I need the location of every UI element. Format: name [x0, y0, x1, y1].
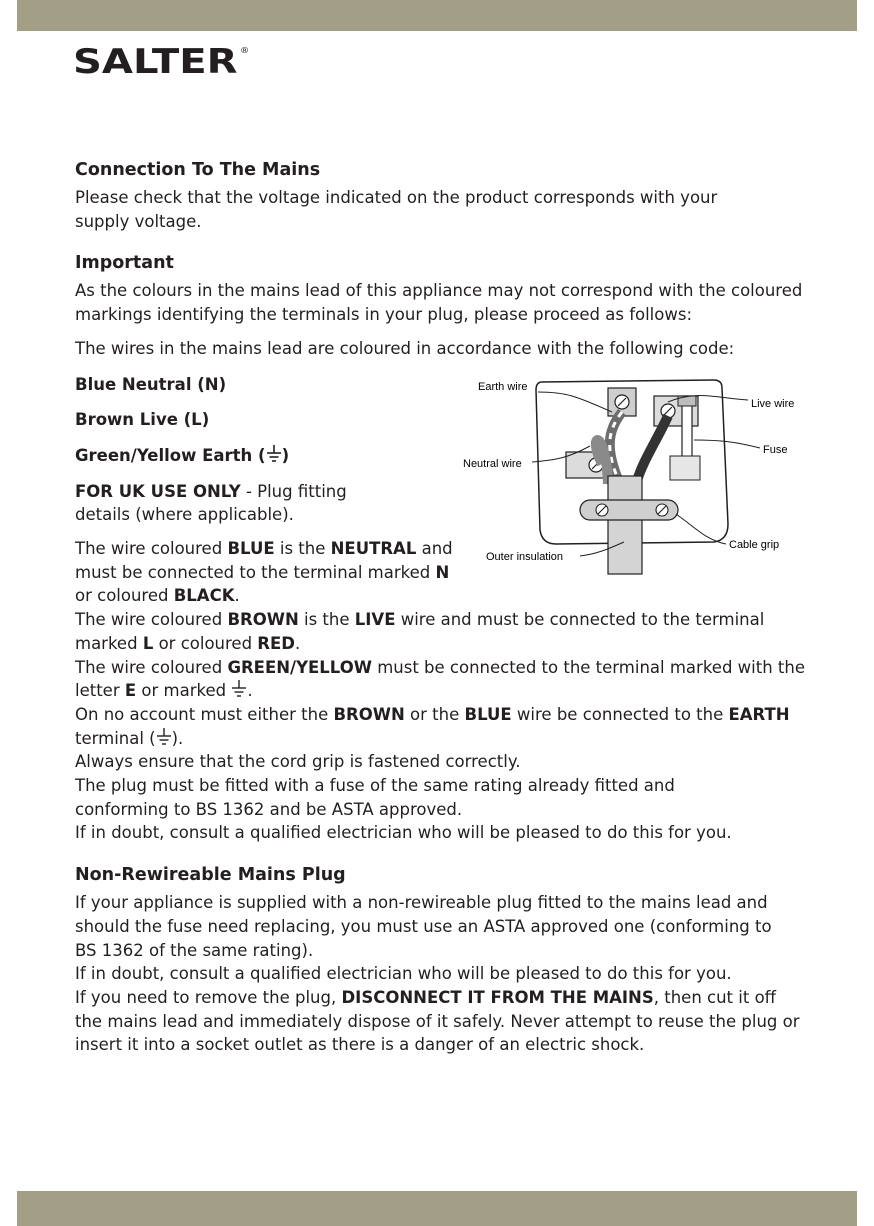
text-bold: N [435, 562, 450, 582]
text-bold: L [142, 633, 154, 653]
text: wire and must be connected to the terminal marked [75, 610, 765, 653]
label-neutral-wire: Neutral wire [463, 458, 522, 470]
plug-diagram-svg [456, 372, 806, 578]
para-code: The wires in the mains lead are coloured in accordance with the following code: [75, 338, 735, 358]
logo-text: SALTER [73, 42, 238, 82]
text: , then cut it off the mains lead and immediately dispose of it safely. Never attempt to reuse the plug or insert it into a socket outlet as there is a danger of an electric shock. [75, 987, 800, 1055]
text: or marked [136, 681, 232, 701]
text: . [234, 586, 240, 606]
heading-connection: Connection To The Mains [75, 160, 321, 180]
text: . [247, 681, 253, 701]
text: The wire coloured [75, 539, 228, 559]
label-outer-insulation: Outer insulation [486, 551, 564, 563]
code-green [75, 444, 455, 468]
top-band [17, 0, 857, 31]
text-bold: BLACK [173, 586, 235, 606]
para-colours: As the colours in the mains lead of this appliance may not correspond with the coloured markings identifying the terminals in your plug, please proceed as follows: [75, 281, 803, 325]
text: is the [274, 539, 331, 559]
para-brown-wire [75, 608, 805, 655]
salter-logo [73, 42, 250, 82]
plug-wiring-diagram [456, 372, 806, 578]
label-live-wire: Live wire [751, 398, 795, 410]
text: must be connected to the terminal marked with the letter [75, 657, 805, 701]
para-uk-only [75, 480, 405, 527]
text: or coloured [153, 633, 258, 653]
text-bold: EARTH [728, 704, 790, 724]
text: The wire coloured [75, 610, 228, 630]
text: If you need to remove the plug, [75, 987, 342, 1007]
text-bold: LIVE [354, 610, 396, 630]
code-brown: Brown Live (L) [75, 410, 210, 430]
heading-non-rewireable: Non-Rewireable Mains Plug [75, 865, 346, 886]
text-bold: DISCONNECT IT FROM THE MAINS [341, 987, 654, 1007]
document-body [75, 158, 805, 1057]
label-fuse: Fuse [763, 444, 788, 456]
text-bold: BLUE [464, 704, 512, 724]
registered-mark: ® [239, 46, 250, 55]
code-blue: Blue Neutral (N) [75, 374, 227, 394]
text: terminal ( [75, 728, 156, 748]
text-bold: E [124, 681, 137, 701]
text: The wire coloured [75, 657, 228, 677]
earth-symbol-icon [156, 728, 172, 746]
uk-only-rest: - Plug fitting details (where applicable). [75, 481, 347, 525]
text: and must be connected to the terminal marked [75, 539, 453, 582]
bottom-band [17, 1191, 857, 1226]
earth-symbol-icon [231, 680, 247, 698]
text: On no account must either the [75, 704, 334, 724]
para-doubt-2: If in doubt, consult a qualified electrician who will be pleased to do this for you. [75, 964, 732, 984]
para-doubt: If in doubt, consult a qualified electrician who will be pleased to do this for you. [75, 823, 732, 843]
text-bold: BROWN [227, 610, 299, 630]
text: . [294, 633, 301, 653]
para-non-rewireable: If your appliance is supplied with a non-rewireable plug fitted to the mains lead and should the fuse need replacing, you must use an ASTA approved one (conforming to BS 1362 of the same rating). [75, 893, 772, 960]
code-list [75, 373, 455, 528]
heading-important: Important [75, 253, 174, 274]
text: is the [298, 610, 355, 630]
text: ). [171, 728, 184, 748]
text: or the [404, 704, 465, 724]
para-voltage: Please check that the voltage indicated on the product corresponds with your supply voltage. [75, 188, 718, 231]
para-fuse: The plug must be fitted with a fuse of the same rating already fitted and conforming to BS 1362 and be ASTA approved. [75, 776, 675, 819]
text: wire be connected to the [511, 704, 729, 724]
text-bold: GREEN/YELLOW [227, 657, 372, 677]
para-remove-plug [75, 986, 805, 1057]
para-no-earth [75, 703, 805, 750]
label-earth-wire: Earth wire [478, 381, 528, 393]
earth-symbol-icon [266, 445, 282, 463]
text-bold: BROWN [333, 704, 405, 724]
code-green-end: ) [281, 445, 290, 465]
outer-insulation [608, 476, 642, 574]
para-green-wire [75, 656, 805, 703]
para-cord-grip: Always ensure that the cord grip is fastened correctly. [75, 752, 521, 772]
code-green-label: Green/Yellow Earth ( [75, 445, 266, 465]
para-blue-wire [75, 537, 455, 608]
text-bold: RED [257, 633, 295, 653]
text-bold: NEUTRAL [330, 539, 417, 559]
uk-only-bold: FOR UK USE ONLY [75, 481, 241, 501]
text-bold: BLUE [227, 539, 275, 559]
text: or coloured [75, 586, 174, 606]
label-cable-grip: Cable grip [729, 539, 780, 551]
